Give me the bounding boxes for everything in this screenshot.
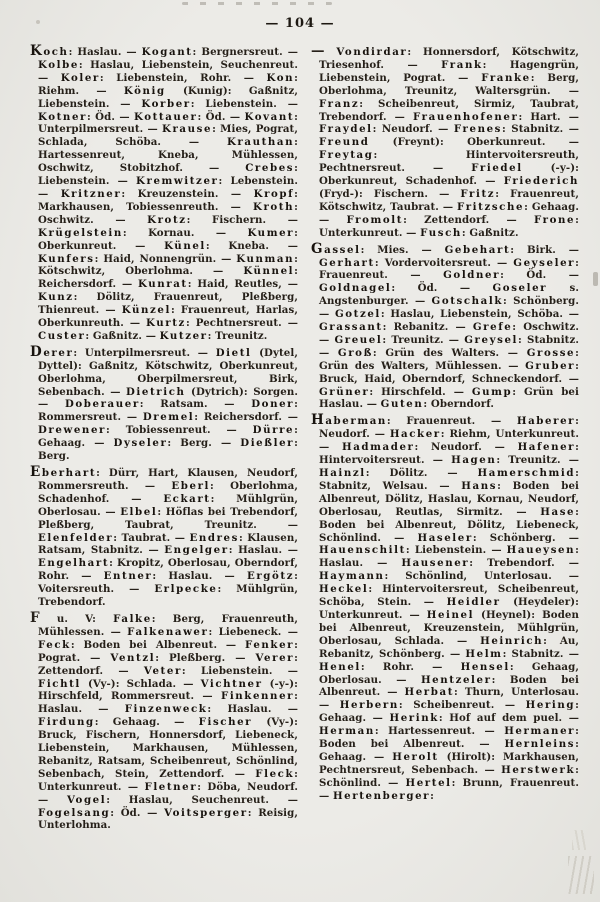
places-text: : Taubrat. — bbox=[113, 531, 190, 544]
places-text: : Thurn, Unterlosau. — bbox=[319, 686, 579, 712]
surname: Kon bbox=[266, 71, 295, 84]
surname: Haseler bbox=[417, 531, 473, 544]
entry-paragraph bbox=[30, 45, 298, 343]
entry-paragraph bbox=[311, 414, 579, 802]
surname: Fletner bbox=[144, 780, 198, 793]
surname: Geyseler bbox=[513, 256, 576, 269]
places-text: : Berg. — bbox=[167, 437, 241, 450]
surname: Korber bbox=[141, 97, 191, 110]
surname: Hensel bbox=[460, 660, 510, 673]
surname: Kunrat bbox=[138, 278, 188, 291]
places-text: : bbox=[430, 789, 435, 802]
places-text: : Grün des Walters, Mühlessen. — bbox=[319, 346, 580, 372]
places-text: : Berg, Oberlohma, Treunitz, Waltersgrün. — bbox=[319, 71, 579, 97]
surname: Endres bbox=[189, 531, 239, 544]
surname: Kovant bbox=[244, 110, 295, 123]
surname: Dürre bbox=[252, 424, 295, 437]
surname: Haueysen bbox=[506, 544, 576, 557]
surname: Kolbe bbox=[38, 58, 79, 71]
places-text: (Vy-): Bruck, Fischern, Honnersdorf, Liebeneck, Liebenstein, Markhausen, Mühlessen, Rebanitz, Ratsam, Scheibenreut, Schönlind, Sebenbach, Stein, Zettendorf. — bbox=[38, 716, 298, 780]
places-text: (Kunig): Gaßnitz, Liebenstein. — bbox=[38, 84, 298, 110]
surname: Friederich bbox=[503, 175, 579, 188]
page-number: — 104 — bbox=[265, 16, 335, 31]
surname: Krause bbox=[162, 123, 213, 136]
surname: Fogelsang bbox=[38, 806, 111, 819]
places-text: F u. V: bbox=[30, 609, 114, 626]
surname: Grüner bbox=[319, 385, 370, 398]
places-text: (Dytrich): Sorgen. — bbox=[38, 385, 299, 411]
surname: Kunman bbox=[236, 252, 295, 265]
surname: Eckart bbox=[163, 492, 211, 505]
surname: Kottauer bbox=[133, 110, 198, 123]
places-text: : Stabnitz. — bbox=[319, 333, 579, 359]
surname: Ventzl bbox=[110, 651, 156, 664]
surname: Franke bbox=[481, 71, 531, 84]
surname: Hans bbox=[461, 479, 498, 492]
places-text: : Hintervoitersreuth, Pechtnersreut. — bbox=[319, 149, 579, 175]
places-text: : Birk. — bbox=[510, 243, 579, 256]
surname: Krügelstein bbox=[38, 226, 123, 239]
places-text: : Zettendorf. — bbox=[38, 651, 299, 677]
places-text: : Hintervoitersreut. — bbox=[319, 441, 579, 467]
places-text: : Schönberg. — bbox=[319, 295, 579, 321]
places-text: : Schönlind, Unterlosau. — bbox=[384, 570, 579, 583]
surname: Gotschalk bbox=[431, 295, 504, 308]
surname: Helm bbox=[465, 647, 503, 660]
places-text: : Kneba. — bbox=[205, 239, 298, 252]
places-text: : Reichersdorf. — bbox=[194, 411, 298, 424]
surname: Henel bbox=[319, 660, 361, 673]
surname: Koch bbox=[30, 43, 69, 59]
surname: Kritzner bbox=[60, 187, 122, 200]
places-text: (Fryd-): Fischern. — bbox=[319, 187, 461, 200]
places-text: : Öd. — bbox=[197, 110, 245, 123]
places-text: : Gehaag, Oberlosau. — bbox=[319, 660, 579, 686]
surname: Hadmader bbox=[341, 441, 415, 454]
places-text: : Pograt. — bbox=[38, 638, 298, 664]
surname: Hernleins bbox=[504, 738, 576, 751]
places-text: : Liebenstein. — bbox=[405, 544, 507, 557]
places-text: : Reisig, Unterlohma. bbox=[38, 806, 298, 832]
places-text: : Haid, Nonnengrün. — bbox=[94, 252, 237, 265]
surname: Fichtl bbox=[38, 677, 81, 690]
places-text: : Unterpilmersreut. — bbox=[73, 346, 216, 359]
places-text: : Haslau. — bbox=[68, 46, 142, 58]
places-text: (Heynel): Boden bei Albenreut, Kreuzenstein, Mühlgrün, Oberlosau, Schlada. — bbox=[319, 608, 579, 647]
places-text: : Mies, Pograt, Schlada, Schöba. — bbox=[38, 123, 298, 149]
places-text: : Rebanitz. — bbox=[382, 321, 473, 334]
surname: Gruber bbox=[525, 359, 576, 372]
places-text: : Trebendorf. — bbox=[469, 557, 580, 570]
places-text: : Boden bei Albenreut. — bbox=[70, 638, 246, 651]
surname: Hamerschmid bbox=[477, 467, 576, 479]
places-text: : Gaßnitz. — bbox=[85, 329, 160, 342]
scan-artifact-bottom-right bbox=[568, 856, 594, 894]
surname: Custer bbox=[38, 329, 86, 342]
surname: Krotz bbox=[147, 213, 187, 226]
places-text: (Heydeler): Unterkunreut. — bbox=[319, 596, 579, 621]
surname: Künnel bbox=[243, 265, 295, 278]
places-text: : Haslau. — bbox=[228, 544, 298, 557]
surname: König bbox=[123, 84, 166, 97]
surname: Elenfelder bbox=[38, 531, 114, 544]
places-text: : Hartessenreut, Kneba, Mühlessen, Oschwitz, Stobitzhof. — bbox=[38, 136, 298, 175]
surname: Herman bbox=[319, 725, 375, 738]
surname: Groß bbox=[337, 346, 373, 359]
places-text: : Markhausen, Tobiessenreuth. — bbox=[38, 187, 299, 213]
places-text: : Gehaag. — bbox=[319, 200, 579, 226]
places-text: : Neudorf. — bbox=[319, 415, 579, 441]
places-text: : Liebeneck. — bbox=[208, 625, 298, 638]
places-text: : Boden bei Albenreut. — bbox=[319, 673, 579, 699]
places-text: : Pechtnersreut. — bbox=[185, 317, 299, 330]
places-text: : Höflas bei Trebendorf, Pleßberg, Taubrat, Treunitz. — bbox=[38, 505, 298, 531]
places-text: : Neudorf. — bbox=[372, 123, 454, 136]
surname: Hauenschilt bbox=[319, 544, 406, 557]
places-text: : Liebenstein. — bbox=[190, 97, 298, 110]
places-text: : Au, Rebanitz, Schönberg. — bbox=[319, 634, 579, 660]
places-text: : Grün bei Haslau. — bbox=[319, 385, 579, 411]
surname: Firdung bbox=[38, 716, 95, 729]
surname: Herolt bbox=[392, 750, 439, 763]
surname: Engelhart bbox=[38, 557, 110, 570]
surname: Hagen bbox=[451, 454, 497, 467]
places-text: : Boden bei Albenreut, Dölitz, Haslau, Kornau, Neudorf, Oberlosau, Reutlas, Sirmitz. — bbox=[319, 479, 579, 518]
surname: Ergötz bbox=[246, 570, 295, 583]
places-text: : Haslau, Seuchenreut. — bbox=[106, 793, 298, 806]
surname: Grefe bbox=[472, 321, 513, 334]
surname: Kutzer bbox=[159, 329, 208, 342]
surname: Herink bbox=[389, 712, 439, 725]
places-text: : Tobiessenreut. — bbox=[106, 424, 253, 437]
places-text: (-y-): Oberkunreut, Schadenhof. — bbox=[319, 162, 579, 188]
places-text: (Freynt): Oberkunreut. — bbox=[369, 136, 579, 149]
places-text: : Schönberg. — bbox=[472, 531, 579, 544]
text-columns bbox=[0, 31, 600, 835]
left-text-column bbox=[30, 45, 298, 835]
places-text: : Unterkunreut. — bbox=[319, 213, 579, 239]
surname: Kremwitzer bbox=[136, 175, 219, 188]
surname: Erlpecke bbox=[154, 583, 218, 596]
places-text: : Fischern. — bbox=[186, 213, 298, 226]
surname: Künzel bbox=[121, 304, 171, 317]
surname: Haberer bbox=[516, 415, 576, 428]
places-text: : Gehaag. — bbox=[94, 716, 199, 729]
places-text: : Treunitz. — bbox=[382, 333, 465, 346]
surname: Dremel bbox=[142, 411, 195, 424]
places-text: : Öd. — bbox=[500, 269, 579, 282]
surname: Frank bbox=[441, 58, 483, 71]
surname: Hase bbox=[540, 505, 576, 518]
surname: Entner bbox=[103, 570, 153, 583]
surname: Dießler bbox=[240, 437, 295, 450]
places-text: : Berg, Frauenreuth, Mühlessen. — bbox=[38, 612, 298, 638]
places-text: : Riehm. — bbox=[38, 71, 299, 97]
places-text: : Oschwitz. — bbox=[38, 200, 298, 226]
places-text: : Frauenreut. — bbox=[319, 256, 579, 282]
surname: Goseler bbox=[492, 282, 548, 295]
places-text: : Frauenreut, Kötschwitz, Taubrat. — bbox=[319, 187, 579, 213]
surname: Goldner bbox=[443, 269, 501, 282]
surname: Vondirdar bbox=[336, 46, 408, 58]
places-text: : Gehaag. — bbox=[38, 424, 298, 450]
surname: Dietl bbox=[215, 346, 252, 359]
surname: Freytag bbox=[319, 149, 374, 162]
entry-paragraph bbox=[30, 343, 299, 463]
surname: Hafener bbox=[517, 441, 576, 454]
places-text: : Haslau. — bbox=[152, 570, 247, 583]
places-text: : Unterpilmersreut. — bbox=[38, 110, 299, 136]
surname: Franz bbox=[319, 97, 360, 110]
places-text: : Oschwitz. — bbox=[319, 321, 579, 346]
surname: Fleck bbox=[255, 767, 295, 780]
entry-paragraph bbox=[30, 466, 298, 609]
surname: Heinrich bbox=[480, 634, 544, 647]
surname: Vogel bbox=[66, 793, 107, 806]
surname: Kumer bbox=[247, 226, 295, 239]
surname: Fischer bbox=[198, 716, 253, 729]
surname: Falke bbox=[113, 612, 152, 625]
surname: Freund bbox=[319, 136, 370, 149]
places-text: : Stabnitz. — bbox=[502, 123, 579, 136]
places-text: : Frauenreut. — bbox=[386, 415, 517, 428]
places-text: : Berg. bbox=[38, 437, 299, 463]
places-text: s. Angstenburger. — bbox=[319, 282, 579, 308]
places-text: : Haid, Reutles, — bbox=[187, 278, 298, 291]
surname: Greysel bbox=[464, 333, 518, 346]
surname: Fenker bbox=[245, 638, 295, 651]
places-text: : Hirschfeld. — bbox=[369, 385, 472, 398]
places-text: : Haslau. — bbox=[319, 544, 579, 570]
surname: Derer bbox=[30, 343, 74, 360]
places-text: : Oberlohma, Schadenhof. — bbox=[38, 479, 298, 505]
entry-paragraph bbox=[30, 609, 299, 832]
surname: Koler bbox=[60, 71, 100, 84]
surname: Krauthan bbox=[226, 136, 295, 149]
places-text: : Brunn, Frauenreut. — bbox=[319, 776, 579, 802]
surname: Hacker bbox=[389, 428, 441, 441]
surname: Hentzeler bbox=[420, 673, 492, 686]
places-text: : Dölitz, Frauenreut, Pleßberg, Thienreut. — bbox=[38, 291, 298, 317]
places-text: — bbox=[311, 43, 337, 59]
places-text: : Gehaag. — bbox=[319, 738, 579, 763]
surname: Fusch bbox=[420, 226, 462, 239]
places-text: : Pleßberg. — bbox=[155, 651, 256, 664]
surname: Frenes bbox=[453, 123, 503, 136]
surname: Engelger bbox=[164, 544, 229, 557]
places-text: : Ratsam. — bbox=[139, 398, 252, 411]
surname: Gerhart bbox=[319, 256, 375, 269]
places-text: : Lebenstein. — bbox=[38, 175, 298, 200]
surname: Grassant bbox=[319, 321, 383, 334]
places-text: : Haslau. — bbox=[38, 690, 298, 716]
surname: Gebehart bbox=[444, 243, 511, 256]
surname: Kurtz bbox=[146, 317, 186, 330]
surname: Friedel bbox=[471, 162, 523, 175]
places-text: : Grün des Walters. — bbox=[372, 346, 527, 359]
places-text: : Liebenstein. — bbox=[181, 664, 298, 677]
places-text: : Öd. — bbox=[110, 806, 165, 819]
places-text: : Kreuzenstein. — bbox=[121, 187, 254, 200]
places-text: : Vordervoitersreut. — bbox=[374, 256, 514, 269]
places-text: : Liebenstein, Rohr. — bbox=[99, 71, 267, 84]
places-text: : Riehm, Unterkunreut. — bbox=[319, 428, 579, 454]
surname: Herbat bbox=[404, 686, 455, 699]
places-text: : Dölitz. — bbox=[365, 467, 478, 479]
surname: Feck bbox=[38, 638, 71, 651]
right-text-column bbox=[311, 45, 579, 835]
surname: Kunz bbox=[38, 291, 74, 304]
surname: Finkenner bbox=[221, 690, 295, 703]
surname: Herbern bbox=[339, 699, 399, 712]
surname: Greuel bbox=[334, 333, 383, 346]
surname: Drewener bbox=[38, 424, 106, 437]
places-text: : Oberndorf. bbox=[423, 398, 494, 411]
surname: Dietrich bbox=[126, 385, 186, 398]
places-text: : Stabnitz, Welsau. — bbox=[319, 467, 579, 492]
surname: Heidler bbox=[446, 596, 501, 609]
surname: Crebes bbox=[245, 162, 295, 175]
surname: Grosse bbox=[526, 346, 576, 359]
places-text: : Rommersreut. — bbox=[38, 398, 298, 424]
places-text: : Voitersreuth. — bbox=[38, 570, 298, 596]
places-text: : Hof auf dem puel. — bbox=[438, 712, 579, 725]
surname: Gotzel bbox=[334, 308, 381, 321]
surname: Verer bbox=[255, 651, 295, 664]
places-text: : Hart. — bbox=[518, 110, 579, 123]
places-text: : Zettendorf. — bbox=[403, 213, 535, 226]
places-text: : Reichersdorf. — bbox=[38, 265, 298, 291]
places-text: : Oberkunreut. — bbox=[38, 226, 298, 252]
places-text: : Stabnitz. — bbox=[502, 647, 579, 660]
surname: Hering bbox=[525, 699, 576, 712]
surname: Kunfers bbox=[38, 252, 95, 265]
places-text: : Dürr, Hart, Klausen, Neudorf, Rommersreuth. — bbox=[38, 467, 298, 492]
places-text: : Öd. — bbox=[391, 282, 493, 295]
places-text: (Dytel, Dyttel): Gaßnitz, Kötschwitz, Oberkunreut, Oberlohma, Oberpilmersreut, Birk, Sebenbach. — bbox=[38, 346, 299, 398]
places-text: : Hagengrün, Liebenstein, Pograt. — bbox=[319, 58, 579, 84]
surname: Fritzsche bbox=[457, 200, 525, 213]
places-text: : Klausen, Ratsam, Stabnitz. — bbox=[38, 531, 298, 557]
places-text: : Scheibenreut, Sirmiz, Taubrat, Trebendorf. — bbox=[319, 97, 579, 123]
places-text: : Neudorf. — bbox=[414, 441, 518, 454]
surname: Guten bbox=[380, 398, 424, 411]
places-text: : Gehaag. — bbox=[319, 699, 580, 725]
places-text: : Bruck, Haid, Oberndorf, Schneckendorf. — bbox=[319, 359, 579, 385]
places-text: : Kropitz, Oberlosau, Oberndorf, Rohr. — bbox=[38, 557, 298, 583]
places-text: : Öd. — bbox=[87, 110, 134, 123]
places-text: : Unterkunreut. — bbox=[38, 767, 298, 793]
surname: Voitsperger bbox=[164, 806, 248, 819]
surname: Herstwerk bbox=[501, 763, 576, 776]
places-text: : Döba, Neudorf. — bbox=[38, 780, 299, 806]
surname: Kotner bbox=[38, 110, 87, 123]
surname: Gump bbox=[471, 385, 513, 398]
places-text: : Rohr. — bbox=[360, 660, 461, 673]
surname: Haberman bbox=[311, 412, 387, 429]
surname: Doner bbox=[251, 398, 295, 411]
surname: Veter bbox=[143, 664, 182, 677]
places-text: : Mühlgrün, Trebendorf. bbox=[38, 583, 298, 609]
surname: Kropf bbox=[253, 187, 295, 200]
places-text: : Hintervoitersreut, Scheibenreut, Schöba, Stein. — bbox=[319, 583, 579, 609]
places-text: : Hartessenreut. — bbox=[374, 725, 505, 738]
surname: Kogant bbox=[141, 46, 193, 58]
surname: Vichtner bbox=[200, 677, 263, 690]
places-text: (Vy-): Schlada. — bbox=[80, 677, 201, 690]
surname: Hermaner bbox=[504, 725, 576, 738]
surname: Eberhart bbox=[30, 464, 97, 480]
places-text: : Haslau. — bbox=[207, 703, 298, 716]
places-text: : Boden bei Albenreut, Dölitz, Liebeneck, Schönlind. — bbox=[319, 505, 579, 544]
entry-paragraph bbox=[311, 45, 579, 240]
places-text: : Schönlind. — bbox=[319, 763, 579, 789]
surname: Heckel bbox=[319, 583, 369, 596]
places-text: : Frauenreut, Harlas, Oberkunreuth. — bbox=[38, 304, 298, 330]
surname: Falkenawer bbox=[127, 625, 209, 638]
surname: Heinel bbox=[426, 608, 475, 621]
surname: Haymann bbox=[319, 570, 385, 583]
places-text: (-y-): Hirschfeld, Rommersreut. — bbox=[38, 677, 298, 703]
surname: Künel bbox=[164, 239, 206, 252]
places-text: : Boden bei Albenreut. — bbox=[319, 725, 579, 751]
places-text: : Honnersdorf, Kötschwitz, Triesenhof. — bbox=[319, 46, 579, 71]
places-text: : Scheibenreut. — bbox=[398, 699, 526, 712]
surname: Fromolt bbox=[346, 213, 404, 226]
surname: Hertenberger bbox=[332, 789, 431, 802]
places-text: : Liebenstein. — bbox=[38, 162, 298, 188]
places-text: : Treunitz. — bbox=[496, 454, 579, 467]
places-text: (Hirolt): Markhausen, Pechtnersreut, Sebenbach. — bbox=[319, 750, 579, 776]
surname: Finzenweck bbox=[124, 703, 208, 716]
surname: Fraydel bbox=[319, 123, 373, 136]
surname: Kroth bbox=[252, 200, 295, 213]
places-text: : Gaßnitz. bbox=[461, 226, 519, 239]
places-text: : Treunitz. bbox=[207, 329, 268, 342]
places-text: : Bergnersreut. — bbox=[192, 46, 298, 58]
entry-paragraph bbox=[311, 240, 580, 412]
places-text: : Haslau, Liebenstein, Schöba. — bbox=[380, 308, 579, 321]
surname: Frone bbox=[534, 213, 576, 226]
places-text: : Mühlgrün, Oberlosau. — bbox=[38, 492, 298, 518]
surname: Frauenhofener bbox=[413, 110, 519, 123]
surname: Elbel bbox=[120, 505, 158, 518]
surname: Gassel bbox=[311, 240, 361, 257]
surname: Doberauer bbox=[64, 398, 140, 411]
surname: Hertel bbox=[405, 776, 452, 789]
surname: Dyseler bbox=[113, 437, 168, 450]
places-text: : Mies. — bbox=[360, 243, 445, 256]
places-text: : Haslau, Liebenstein, Seuchenreut. — bbox=[38, 58, 298, 84]
surname: Hainzl bbox=[319, 467, 366, 479]
places-text: : Kornau. — bbox=[122, 226, 248, 239]
places-text: : Kötschwitz, Oberlohma. — bbox=[38, 252, 298, 278]
surname: Eberl bbox=[171, 479, 211, 492]
surname: Goldnagel bbox=[319, 282, 392, 295]
surname: Hausener bbox=[401, 557, 470, 570]
surname: Fritz bbox=[460, 187, 496, 200]
